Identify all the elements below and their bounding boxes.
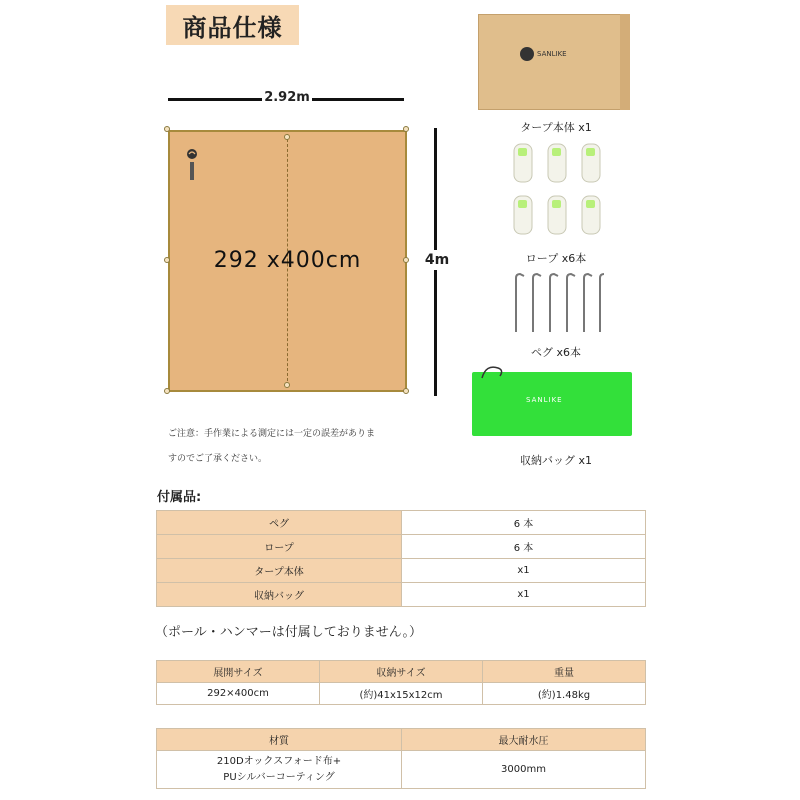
spec-header: 重量 xyxy=(483,661,646,683)
accessories-heading: 付属品: xyxy=(157,490,202,505)
note-line: ご注意：手作業による測定には一定の誤差がありま xyxy=(168,429,376,439)
material-value xyxy=(157,751,402,789)
material-line: 210Dオックスフォード布+ xyxy=(216,755,342,767)
logo-circle-icon xyxy=(520,47,534,61)
accessory-name: タープ本体 xyxy=(157,559,402,583)
accessory-qty: x1 xyxy=(402,583,646,607)
accessory-name: ロープ xyxy=(157,535,402,559)
width-label: 2.92m xyxy=(262,90,312,105)
table-row xyxy=(157,583,646,607)
bag-logo xyxy=(520,46,610,62)
tarp-corner-loop xyxy=(164,388,170,394)
material-header: 材質 xyxy=(157,729,402,751)
table-row xyxy=(157,511,646,535)
pegs-icon xyxy=(506,272,606,334)
water-pressure-value: 3000mm xyxy=(402,751,646,789)
rope-caption: ロープ x6本 xyxy=(525,252,587,265)
tarp-corner-loop xyxy=(403,388,409,394)
bag-caption: 収納バッグ x1 xyxy=(519,454,592,467)
tarp-corner-loop xyxy=(164,126,170,132)
page-title: 商品仕様 xyxy=(166,5,299,45)
spec-value: 292×400cm xyxy=(157,683,320,705)
spec-header: 収納サイズ xyxy=(320,661,483,683)
table-header-row xyxy=(157,729,646,751)
bag-brand: SANLIKE xyxy=(537,50,567,58)
accessories-footnote: （ポール・ハンマーは付属しておりません。） xyxy=(155,625,423,640)
peg-caption: ペグ x6本 xyxy=(530,346,581,359)
table-row xyxy=(157,535,646,559)
table-row xyxy=(157,559,646,583)
tarp-corner-loop xyxy=(403,126,409,132)
table-row xyxy=(157,751,646,789)
spec-value: (約)1.48kg xyxy=(483,683,646,705)
accessory-qty: 6 本 xyxy=(402,511,646,535)
accessories-table xyxy=(156,510,646,607)
measurement-note xyxy=(168,422,448,472)
height-label: 4m xyxy=(420,250,454,270)
table-header-row xyxy=(157,661,646,683)
tarp-caption: タープ本体 x1 xyxy=(520,121,592,134)
brand-logo-icon xyxy=(185,148,199,182)
tarp-bag-image xyxy=(478,14,630,110)
rope-bundles-icon xyxy=(510,140,606,245)
specs-table xyxy=(156,660,646,705)
tarp-loop xyxy=(284,382,290,388)
material-line: PUシルバーコーティング xyxy=(223,771,335,783)
accessory-name: 収納バッグ xyxy=(157,583,402,607)
tarp-size-label: 292 x400cm xyxy=(213,248,362,273)
spec-header: 展開サイズ xyxy=(157,661,320,683)
note-line: すのでご了承ください。 xyxy=(168,454,268,464)
pouch-brand: SANLIKE xyxy=(526,396,563,404)
spec-value: (約)41x15x12cm xyxy=(320,683,483,705)
tarp-bag-fold xyxy=(620,14,630,110)
drawstring-icon xyxy=(478,362,506,382)
accessory-qty: x1 xyxy=(402,559,646,583)
accessory-qty: 6 本 xyxy=(402,535,646,559)
table-row xyxy=(157,683,646,705)
material-table xyxy=(156,728,646,789)
tarp-loop xyxy=(284,134,290,140)
material-header: 最大耐水圧 xyxy=(402,729,646,751)
accessory-name: ペグ xyxy=(157,511,402,535)
